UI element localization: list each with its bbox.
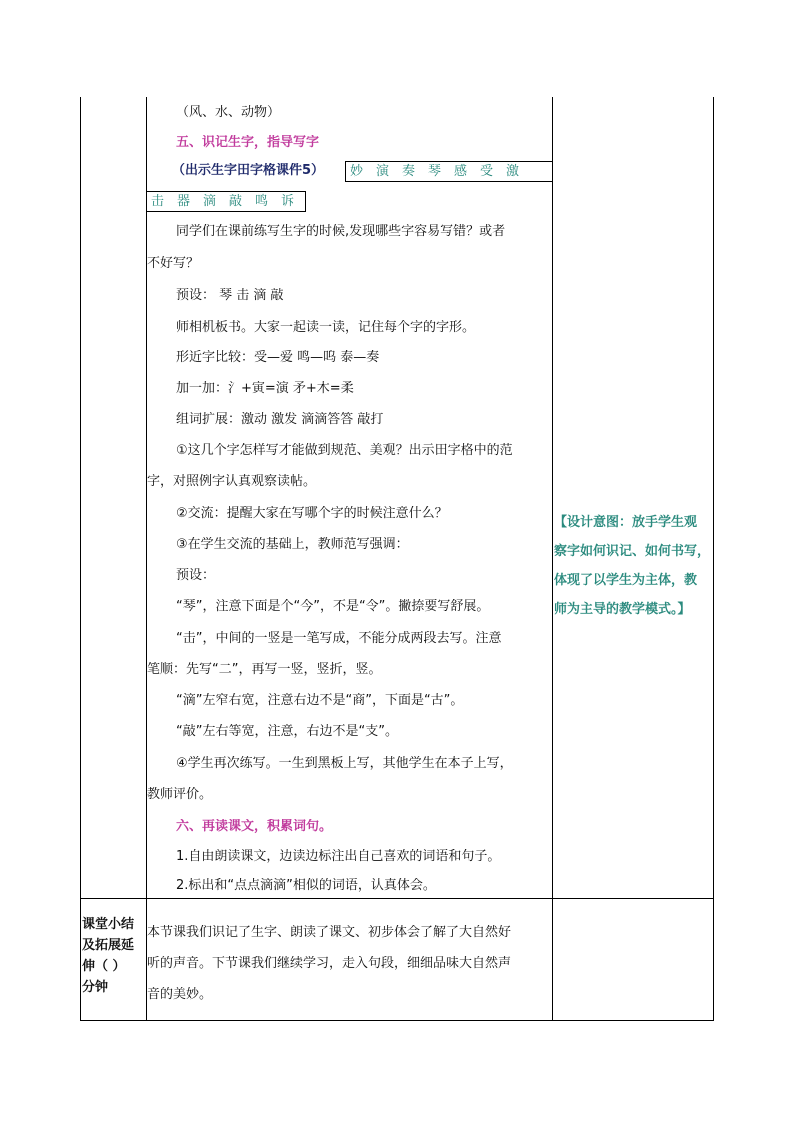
text-line: 2.标出和“点点滴滴”相似的词语，认真体会。: [176, 878, 436, 893]
text-line: 笔顺：先写“二”，再写一竖，竖折，竖。: [147, 662, 382, 677]
design-note-line: 【设计意图：放手学生观: [554, 515, 698, 530]
new-characters-row-2: 击 器 滴 敲 鸣 诉: [146, 191, 306, 212]
summary-label-line: 课堂小结: [82, 917, 135, 932]
section-heading-6: 六、再读课文，积累词句。: [176, 819, 333, 834]
text-line: “击”，中间的一竖是一笔写成，不能分成两段去写。注意: [176, 631, 502, 646]
text-line: 同学们在课前练写生字的时候,发现哪些字容易写错？或者: [176, 224, 506, 239]
summary-label-line: 分钟: [82, 980, 109, 995]
text-line: 不好写？: [147, 256, 200, 271]
text-line: 预设：: [176, 568, 216, 583]
new-characters-row-1: 妙 演 奏 琴 感 受 激: [345, 161, 553, 182]
design-note-line: 体现了以学生为主体，教: [554, 573, 698, 588]
text-line: “琴”，注意下面是个“今”，不是“令”。撇捺要写舒展。: [176, 599, 490, 614]
table-border-bottom: [80, 1020, 714, 1021]
text-line: 形近字比较：受—爱 鸣—呜 泰—奏: [176, 350, 380, 365]
text-line: 预设： 琴 击 滴 敲: [176, 288, 284, 303]
text-line: ④学生再次练写。一生到黑板上写，其他学生在本子上写，: [176, 756, 513, 771]
text-line: （风、水、动物）: [176, 105, 281, 120]
text-line: ②交流：提醒大家在写哪个字的时候注意什么？: [176, 506, 448, 521]
summary-text-line: 音的美妙。: [147, 987, 213, 1002]
summary-text-line: 本节课我们识记了生字、朗读了课文、初步体会了解了大自然好: [147, 925, 512, 940]
summary-label-line: 伸（ ）: [82, 959, 126, 974]
summary-text-line: 听的声音。下节课我们继续学习，走入句段，细细品味大自然声: [147, 956, 512, 971]
summary-label-line: 及拓展延: [82, 938, 135, 953]
section-heading-5: 五、识记生字，指导写字: [176, 135, 320, 150]
text-line: 教师评价。: [147, 787, 213, 802]
text-line: “敲”左右等宽，注意，右边不是“支”。: [176, 724, 398, 739]
table-border-right: [713, 97, 714, 1021]
table-row-divider: [80, 898, 714, 899]
text-line: 1.自由朗读课文，边读边标注出自己喜欢的词语和句子。: [176, 849, 501, 864]
text-line: ①这几个字怎样写才能做到规范、美观？出示田字格中的范: [176, 443, 513, 458]
table-border-left: [80, 97, 81, 1021]
courseware-note: （出示生字田字格课件5）: [172, 163, 325, 178]
text-line: 组词扩展：激动 激发 滴滴答答 敲打: [176, 412, 384, 427]
table-border-col2: [552, 97, 553, 1021]
text-line: ③在学生交流的基础上，教师范写强调：: [176, 537, 409, 552]
table-border-col1: [146, 97, 147, 1021]
text-line: 字，对照例字认真观察读帖。: [147, 474, 317, 489]
text-line: 加一加：氵+寅=演 矛+木=柔: [176, 381, 354, 396]
text-line: “滴”左窄右宽，注意右边不是“商”，下面是“古”。: [176, 693, 464, 708]
design-note-line: 察字如何识记、如何书写，: [554, 544, 711, 559]
text-line: 师相机板书。大家一起读一读，记住每个字的字形。: [176, 320, 476, 335]
design-note-line: 师为主导的教学模式。】: [554, 602, 691, 617]
